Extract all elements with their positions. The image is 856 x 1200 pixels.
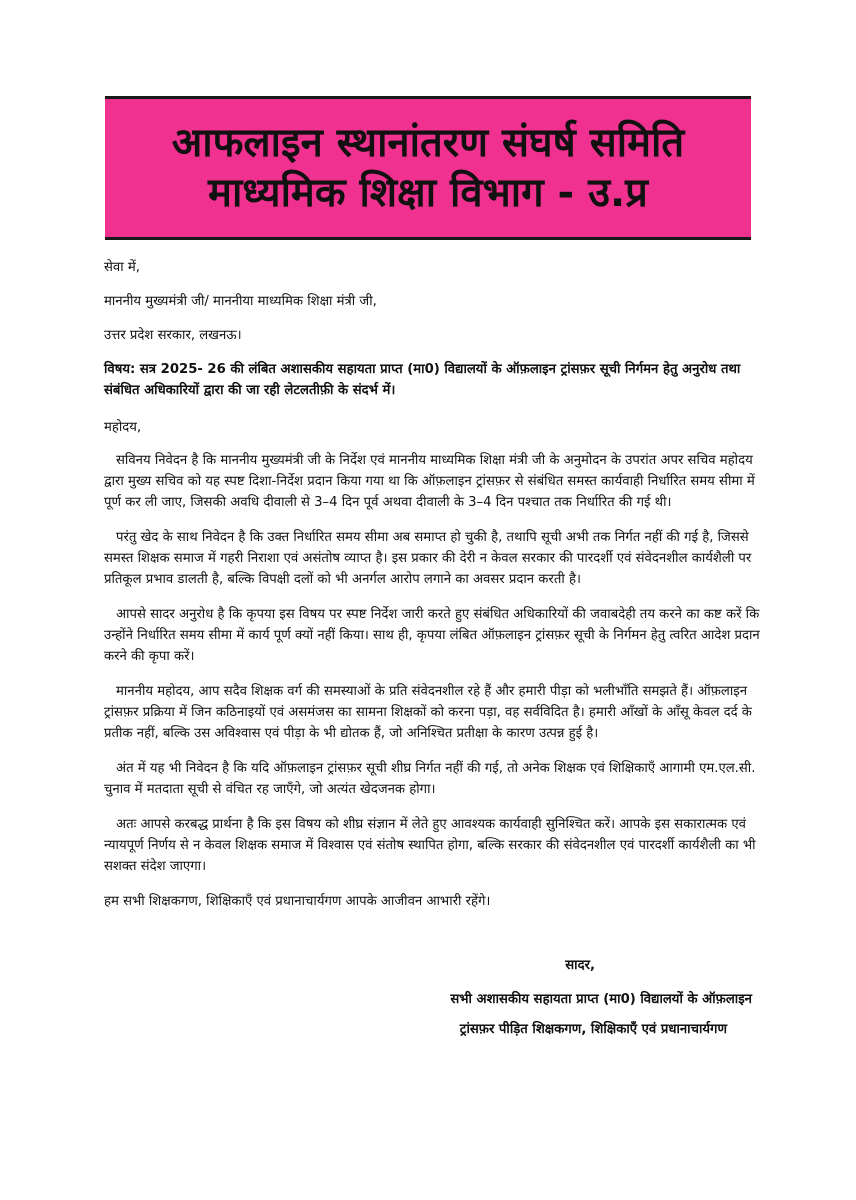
banner-title-department: माध्यमिक शिक्षा विभाग - उ.प्र: [208, 170, 648, 216]
header-banner: [105, 96, 751, 240]
address-line-2: उत्तर प्रदेश सरकार, लखनऊ।: [104, 328, 242, 343]
salutation: सेवा में,: [104, 260, 140, 275]
paragraph-3: आपसे सादर अनुरोध है कि कृपया इस विषय पर स्पष्ट निर्देश जारी करते हुए संबंधित अधिकारियों की जवाबदेही तय करने का कष्ट करें कि उन्होंने निर्धारित समय सीमा में कार्य पूर्ण क्यों नहीं किया। साथ ही, कृपया लंबित ऑफ़लाइन ट्रांसफ़र सूची के निर्गमन हेतु त्वरित आदेश प्रदान करने की कृपा करें।: [104, 607, 760, 664]
letter-body: [104, 257, 764, 928]
sadar-text: सादर,: [565, 958, 595, 973]
greeting: महोदय,: [104, 420, 142, 435]
closing-line: हम सभी शिक्षकगण, शिक्षिकाएँ एवं प्रधानाचार्यगण आपके आजीवन आभारी रहेंगे।: [104, 894, 491, 909]
subject-line: विषय: सत्र 2025- 26 की लंबित अशासकीय सहायता प्राप्त (मा0) विद्यालयों के ऑफ़लाइन ट्रांसफ़र सूची निर्गमन हेतु अनुरोध तथा संबंधित अधिकारियों द्वारा की जा रही लेटलतीफ़ी के संदर्भ में।: [104, 362, 741, 398]
paragraph-1: सविनय निवेदन है कि माननीय मुख्यमंत्री जी के निर्देश एवं माननीय माध्यमिक शिक्षा मंत्री जी के अनुमोदन के उपरांत अपर सचिव महोदय द्वारा मुख्य सचिव को यह स्पष्ट दिशा-निर्देश प्रदान किया गया था कि ऑफ़लाइन ट्रांसफ़र से संबंधित समस्त कार्यवाही निर्धारित समय सीमा में पूर्ण कर ली जाए, जिसकी अवधि दीवाली से 3–4 दिन पूर्व अथवा दीवाली के 3–4 दिन पश्चात तक निर्धारित की गई थी।: [104, 453, 755, 510]
banner-title-committee: आफलाइन स्थानांतरण संघर्ष समिति: [171, 120, 685, 166]
signoff-block: [300, 955, 760, 1037]
signature-line-1: सभी अशासकीय सहायता प्राप्त (मा0) विद्यालयों के ऑफ़लाइन: [450, 992, 752, 1007]
address-line-1: माननीय मुख्यमंत्री जी/ माननीया माध्यमिक शिक्षा मंत्री जी,: [104, 294, 377, 309]
paragraph-2: परंतु खेद के साथ निवेदन है कि उक्त निर्धारित समय सीमा अब समाप्त हो चुकी है, तथापि सूची अभी तक निर्गत नहीं की गई है, जिससे समस्त शिक्षक समाज में गहरी निराशा एवं असंतोष व्याप्त है। इस प्रकार की देरी न केवल सरकार की पारदर्शी एवं संवेदनशील कार्यशैली पर प्रतिकूल प्रभाव डालती है, बल्कि विपक्षी दलों को भी अनर्गल आरोप लगाने का अवसर प्रदान करती है।: [104, 530, 752, 587]
signature-line-2: ट्रांसफ़र पीड़ित शिक्षकगण, शिक्षिकाएँ एवं प्रधानाचार्यगण: [459, 1022, 727, 1037]
paragraph-5: अंत में यह भी निवेदन है कि यदि ऑफ़लाइन ट्रांसफ़र सूची शीघ्र निर्गत नहीं की गई, तो अनेक शिक्षक एवं शिक्षिकाएँ आगामी एम.एल.सी. चुनाव में मतदाता सूची से वंचित रह जाएँगे, जो अत्यंत खेदजनक होगा।: [104, 761, 756, 797]
paragraph-4: माननीय महोदय, आप सदैव शिक्षक वर्ग की समस्याओं के प्रति संवेदनशील रहे हैं और हमारी पीड़ा को भलीभाँति समझते हैं। ऑफ़लाइन ट्रांसफ़र प्रक्रिया में जिन कठिनाइयों एवं असमंजस का सामना शिक्षकों को करना पड़ा, वह सर्वविदित है। हमारी आँखों के आँसू केवल दर्द के प्रतीक नहीं, बल्कि उस अविश्वास एवं पीड़ा के भी द्योतक हैं, जो अनिश्चित प्रतीक्षा के कारण उत्पन्न हुई है।: [104, 684, 752, 741]
paragraph-6: अतः आपसे करबद्ध प्रार्थना है कि इस विषय को शीघ्र संज्ञान में लेते हुए आवश्यक कार्यवाही सुनिश्चित करें। आपके इस सकारात्मक एवं न्यायपूर्ण निर्णय से न केवल शिक्षक समाज में विश्वास एवं संतोष स्थापित होगा, बल्कि सरकार की संवेदनशील एवं पारदर्शी कार्यशैली का भी सशक्त संदेश जाएगा।: [104, 817, 756, 874]
